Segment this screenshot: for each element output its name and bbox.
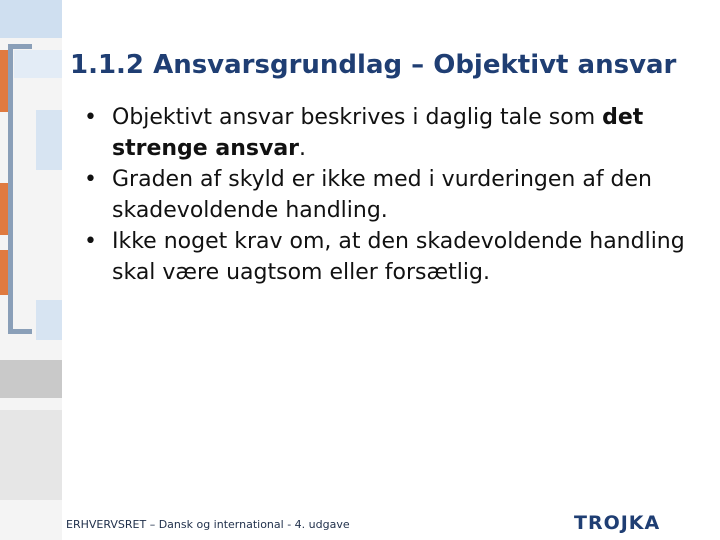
- bullet-icon: •: [84, 167, 97, 192]
- trojka-logo: TROJKA: [574, 512, 661, 534]
- bullet-item: [84, 226, 704, 288]
- sidebar-stripe: [36, 110, 62, 170]
- bullet-text: Graden af skyld er ikke med i vurderingen af den skadevoldende handling.: [112, 167, 652, 223]
- sidebar-stripe: [0, 0, 62, 38]
- bullet-item: [84, 102, 704, 164]
- bullet-icon: •: [84, 105, 97, 130]
- bullet-icon: •: [84, 229, 97, 254]
- bullet-bold-text: det strenge ansvar: [112, 105, 644, 161]
- sidebar-stripe: [0, 410, 62, 500]
- bullet-item: [84, 164, 704, 226]
- sidebar-frame: [8, 44, 32, 334]
- bullet-list: [84, 102, 704, 288]
- bullet-text: Objektivt ansvar beskrives i daglig tale som: [112, 105, 603, 130]
- sidebar-stripe: [0, 360, 62, 398]
- slide-title: 1.1.2 Ansvarsgrundlag – Objektivt ansvar: [70, 50, 677, 80]
- bullet-text: Ikke noget krav om, at den skadevoldende handling skal være uagtsom eller forsætlig.: [112, 229, 685, 285]
- decorative-sidebar: [0, 0, 62, 540]
- bullet-text-end: .: [299, 136, 307, 161]
- footer-text: ERHVERVSRET – Dansk og international - 4. udgave: [66, 518, 350, 531]
- sidebar-stripe: [36, 300, 62, 340]
